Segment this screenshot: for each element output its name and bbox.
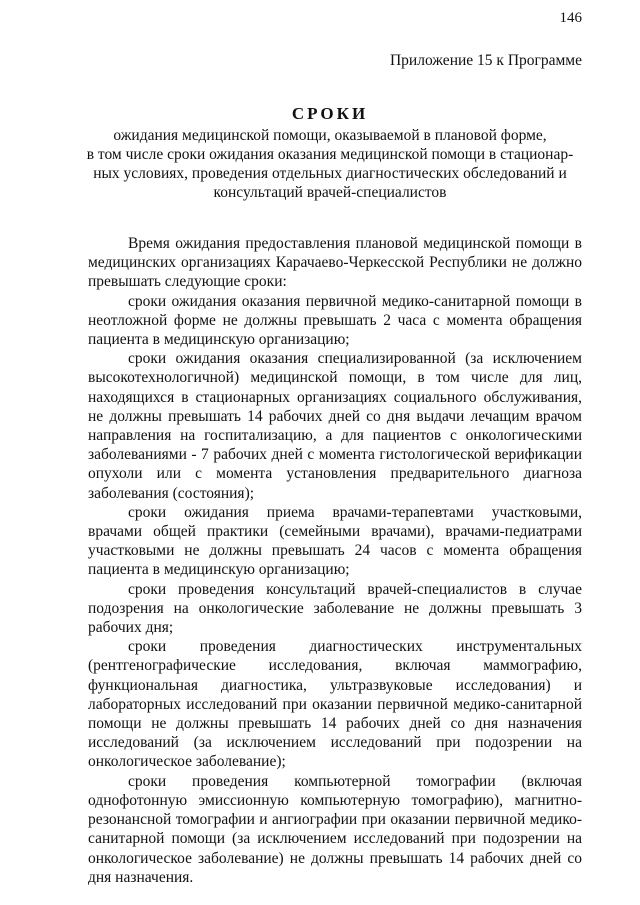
body-text [88, 234, 582, 887]
appendix-label: Приложение 15 к Программе [389, 52, 582, 69]
paragraph-diagnostic-tests: сроки проведения диагностических инструментальных (рентгенографические исследования, включая маммографию, функциональная диагностика, ультразвуковые исследования) и лабораторных исследований при оказании первичной медико-санитарной помощи не должны превышать 14 рабочих дней со дня назначения исследований (за исключением исследований при подозрении на онкологическое заболевание); [88, 638, 582, 771]
paragraph-therapist-appointment: сроки ожидания приема врачами-терапевтами участковыми, врачами общей практики (семейными врачами), врачами-педиатрами участковыми не должны превышать 24 часов с момента обращения пациента в медицинскую организацию; [88, 503, 582, 579]
subtitle-line: в том числе сроки ожидания оказания медицинской помощи в стационар- [86, 146, 574, 163]
paragraph-emergency-primary-care: сроки ожидания оказания первичной медико-санитарной помощи в неотложной форме не должны превышать 2 часа с момента обращения пациента в медицинскую организацию; [88, 292, 582, 349]
document-title: СРОКИ [291, 104, 369, 123]
page-number: 146 [559, 10, 582, 26]
paragraph-specialized-care: сроки ожидания оказания специализированной (за исключением высокотехнологичной) медицинской помощи, в том числе для лиц, находящихся в стационарных организациях социального обслуживания, не должны превышать 14 рабочих дней со дня выдачи лечащим врачом направления на госпитализацию, а для пациентов с онкологическими заболеваниями - 7 рабочих дней с момента гистологической верификации опухоли или с момента установления предварительного диагноза заболевания (состояния); [88, 350, 582, 502]
subtitle-line: ожидания медицинской помощи, оказываемой в плановой форме, [113, 127, 547, 144]
title-block [80, 104, 580, 202]
subtitle-line: ных условиях, проведения отдельных диагностических обследований и [93, 165, 567, 182]
paragraph-oncology-consultation: сроки проведения консультаций врачей-специалистов в случае подозрения на онкологические заболевание не должны превышать 3 рабочих дня; [88, 580, 582, 637]
paragraph-intro: Время ожидания предоставления плановой медицинской помощи в медицинских организациях Карачаево-Черкесской Республики не должно превышать следующие сроки: [88, 235, 582, 291]
paragraph-ct-mri: сроки проведения компьютерной томографии (включая однофотонную эмиссионную компьютерную томографию), магнитно-резонансной томографии и ангиографии при оказании первичной медико-санитарной помощи (за исключением исследований при подозрении на онкологическое заболевание) не должны превышать 14 рабочих дней со дня назначения. [88, 772, 582, 886]
subtitle-line: консультаций врачей-специалистов [213, 184, 447, 201]
